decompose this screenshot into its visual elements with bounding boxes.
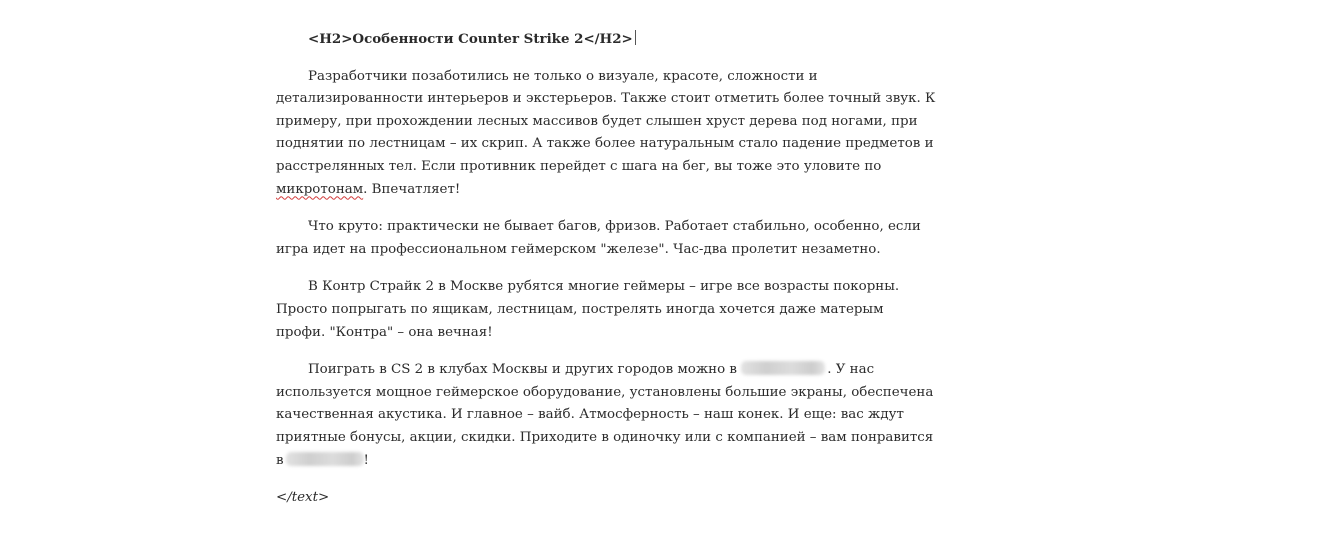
closing-tag: </text> [276,490,330,506]
redacted-brand-name [741,361,825,375]
paragraph-1-text: Разработчики позаботились не только о визуале, красоте, сложности и детализированности интерьеров и экстерьеров. Также стоит отметить более точный звук. К примеру, при прохождении лесных массивов будет слышен хруст дерева под ногами, при поднятии по лестницам – их скрип. А также более натуральным стало падение предметов и расстрелянных тел. Если противник перейдет с шага на бег, вы тоже это уловите по [276,68,936,174]
redacted-brand-name-2 [286,452,364,466]
paragraph-1 [276,66,936,202]
paragraph-4-end: ! [363,452,369,468]
text-cursor [635,30,636,45]
paragraph-2: Что круто: практически не бывает багов, фризов. Работает стабильно, особенно, если игра идет на профессиональном геймерском "железе". Час-два пролетит незаметно. [276,219,921,257]
spellcheck-flagged-word[interactable]: микротонам [276,181,364,197]
paragraph-3: В Контр Страйк 2 в Москве рубятся многие геймеры – игре все возрасты покорны. Просто попрыгать по ящикам, лестницам, пострелять иногда хочется даже матерым профи. "Контра" – она вечная! [276,279,900,340]
paragraph-4-start: Поиграть в CS 2 в клубах Москвы и других городов можно в [308,362,737,378]
paragraph-1-end: . Впечатляет! [363,181,461,197]
section-heading [276,28,936,51]
document-body[interactable] [276,28,936,510]
paragraph-4 [276,359,936,472]
paragraph-4-middle: . У нас используется мощное геймерское оборудование, установлены большие экраны, обеспечена качественная акустика. И главное – вайб. Атмосферность – наш конек. И еще: вас ждут приятные бонусы, акции, скидки. Приходите в одиночку или с компанией – вам понравится в [276,362,934,468]
heading-text: <H2>Особенности Counter Strike 2</H2> [308,31,633,47]
